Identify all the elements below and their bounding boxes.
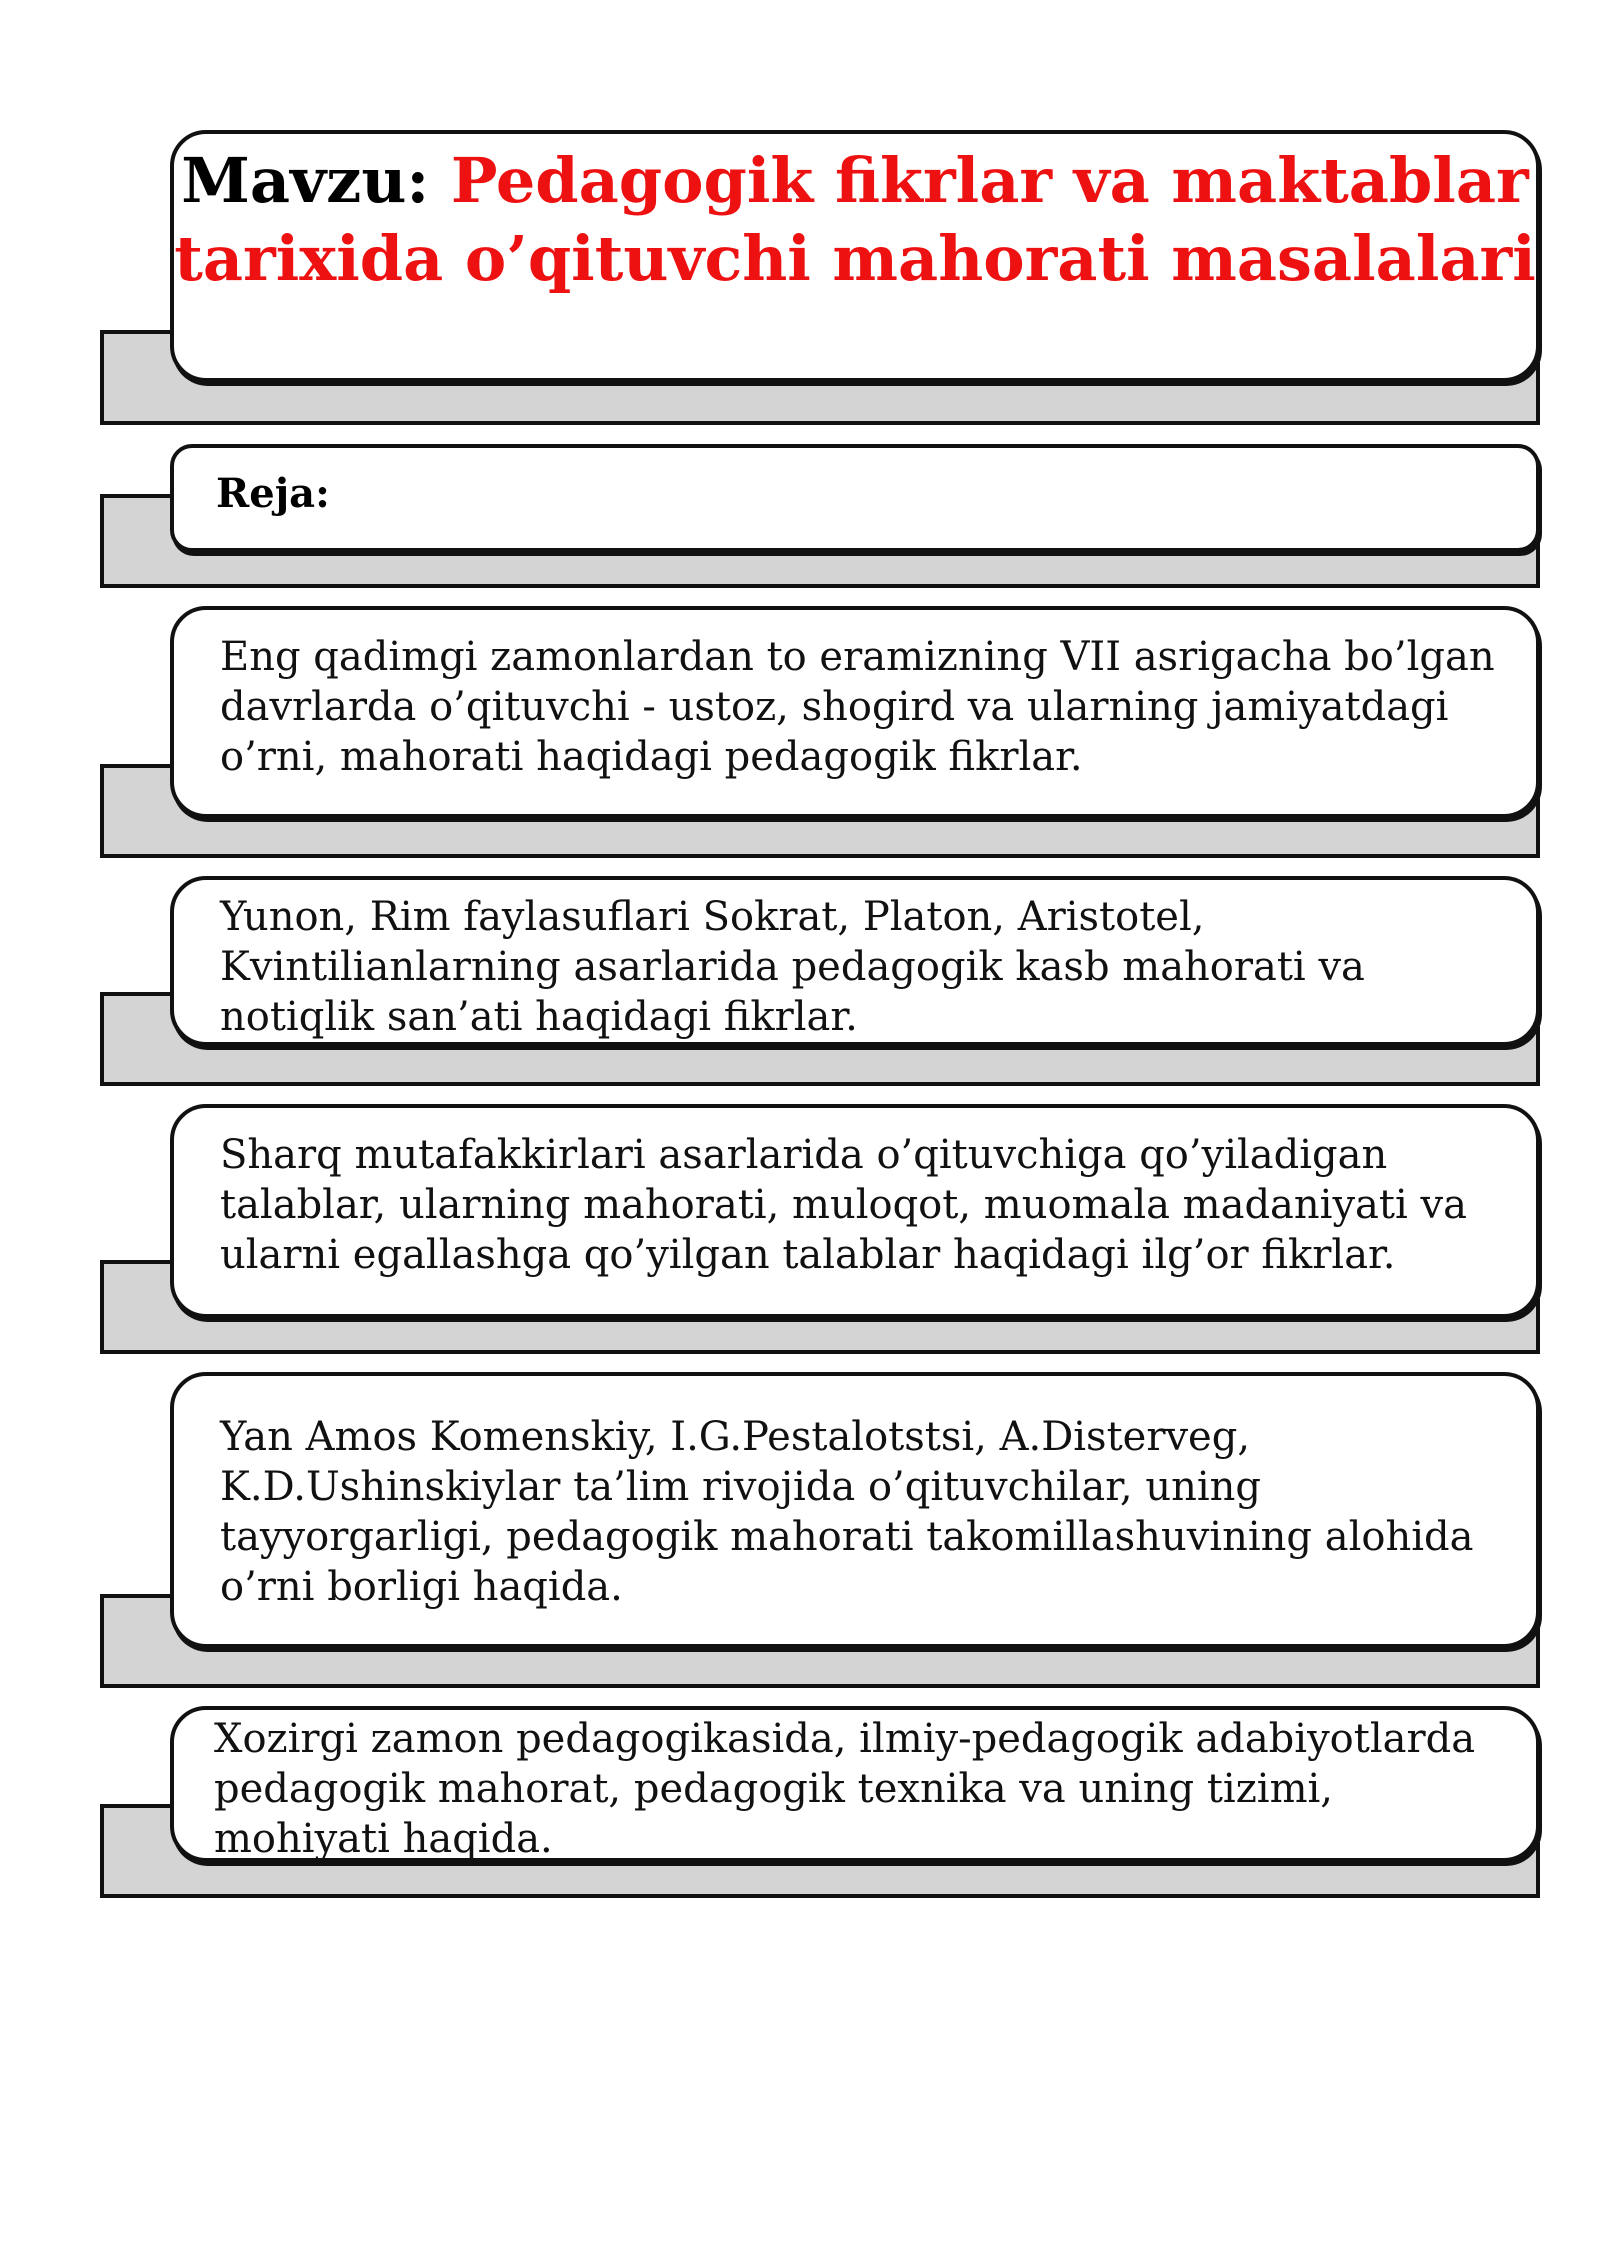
- plan-item-5-card: [170, 1706, 1540, 1862]
- plan-item-1-text: Eng qadimgi zamonlardan to eramizning VII asrigacha bo’lgan davrlarda o’qituvchi - ustoz, shogird va ularning jamiyatdagi o’rni, mahorati haqidagi pedagogik fikrlar.: [220, 634, 1495, 780]
- plan-item-4-text: Yan Amos Komenskiy, I.G.Pestalotstsi, A.Disterveg, K.D.Ushinskiylar ta’lim rivojida o’qituvchilar, uning tayyorgarligi, pedagogik mahorati takomillashuvining alohida o’rni borligi haqida.: [220, 1414, 1474, 1610]
- topic-label: Mavzu:: [181, 144, 430, 217]
- topic-title: Pedagogik fikrlar va maktablar tarixida o’qituvchi mahorati masalalari: [174, 144, 1536, 295]
- plan-item-4: [100, 1372, 1540, 1688]
- title-block: [100, 130, 1540, 425]
- title-card: [170, 130, 1540, 382]
- plan-item-1: [100, 606, 1540, 858]
- plan-item-2: [100, 876, 1540, 1086]
- plan-item-3: [100, 1104, 1540, 1354]
- plan-item-5-text: Xozirgi zamon pedagogikasida, ilmiy-pedagogik adabiyotlarda pedagogik mahorat, pedagogik texnika va uning tizimi, mohiyati haqida.: [214, 1716, 1476, 1862]
- plan-item-2-card: [170, 876, 1540, 1046]
- plan-label: Reja:: [216, 470, 330, 517]
- plan-item-2-text: Yunon, Rim faylasuflari Sokrat, Platon, Aristotel, Kvintilianlarning asarlarida pedagogik kasb mahorati va notiqlik san’ati haqidagi fikrlar.: [220, 894, 1365, 1040]
- plan-item-4-card: [170, 1372, 1540, 1648]
- plan-card: [170, 444, 1540, 552]
- plan-item-3-card: [170, 1104, 1540, 1318]
- plan-item-3-text: Sharq mutafakkirlari asarlarida o’qituvchiga qo’yiladigan talablar, ularning mahorati, muloqot, muomala madaniyati va ularni egallashga qo’yilgan talablar haqidagi ilg’or fikrlar.: [220, 1132, 1467, 1278]
- plan-block: [100, 444, 1540, 588]
- plan-item-1-card: [170, 606, 1540, 818]
- plan-item-5: [100, 1706, 1540, 1898]
